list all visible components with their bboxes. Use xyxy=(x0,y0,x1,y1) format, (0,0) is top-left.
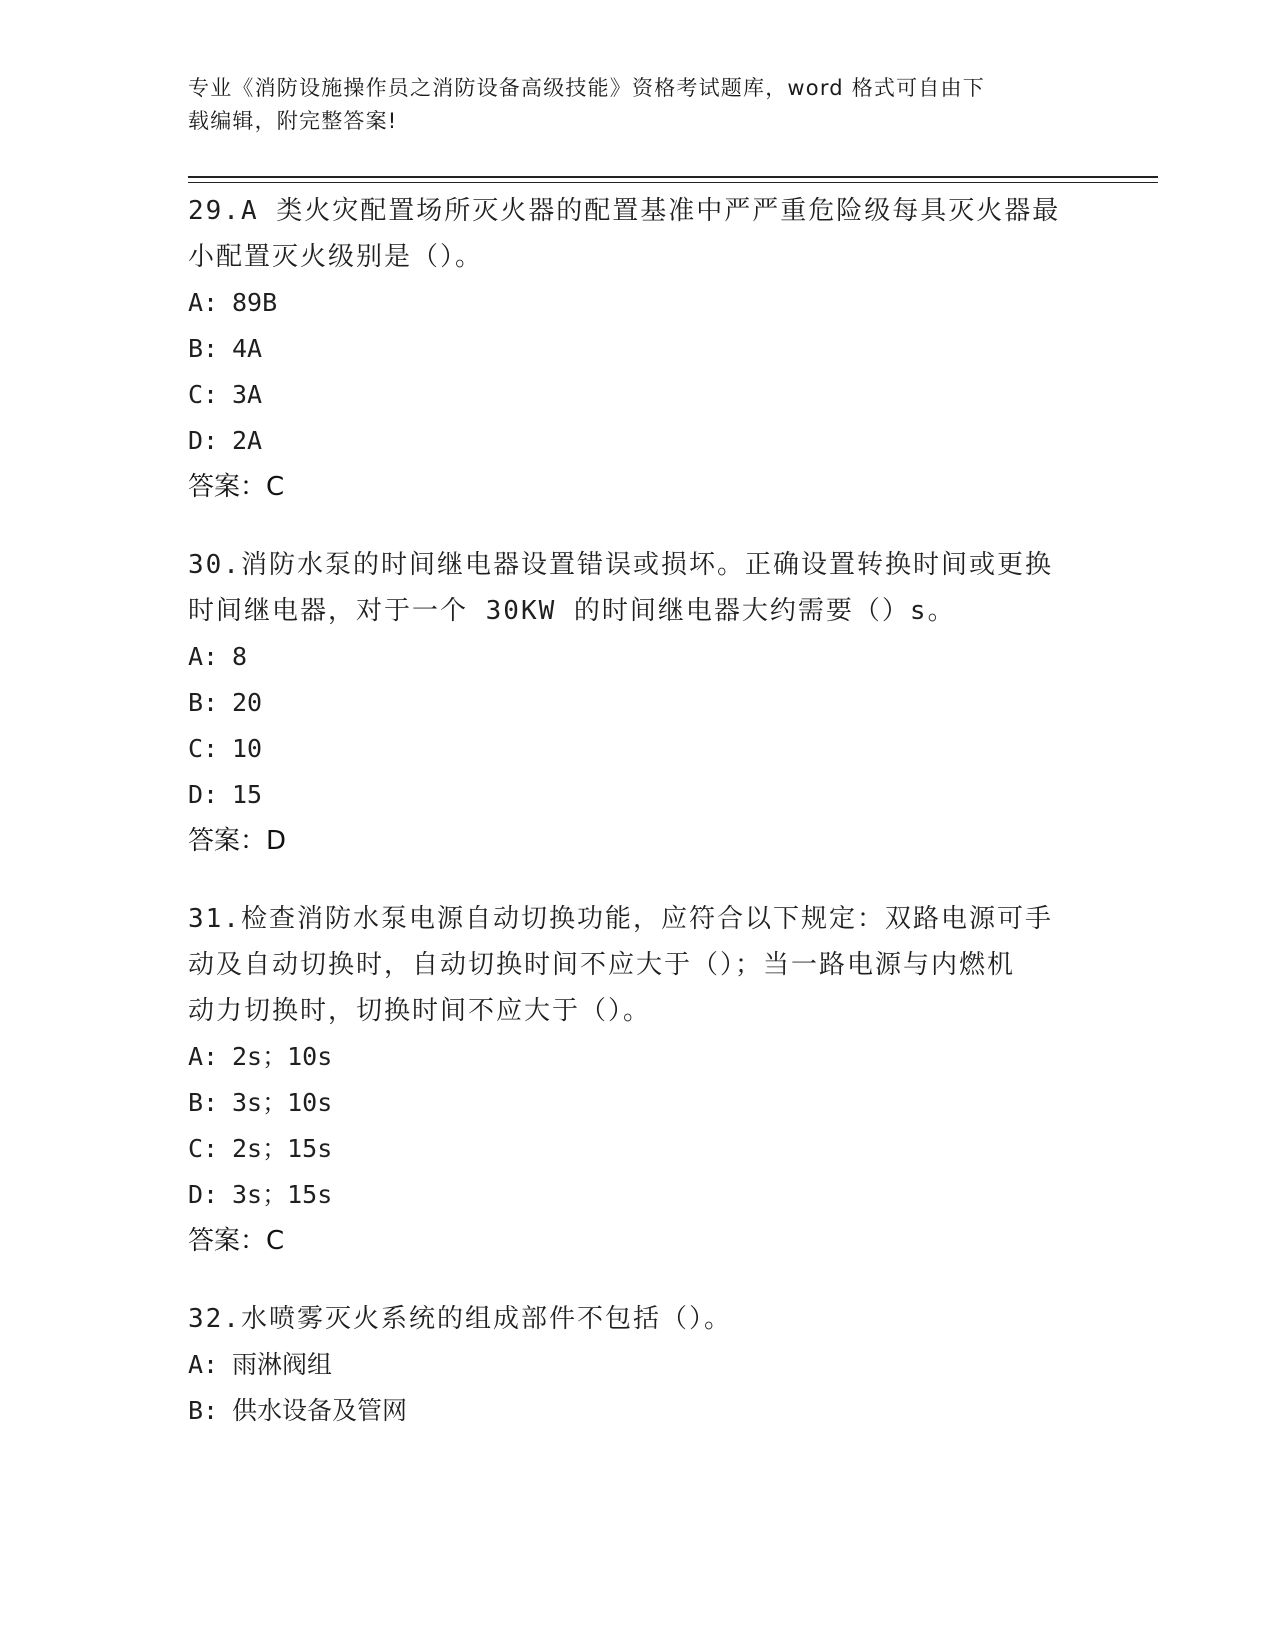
question-29 xyxy=(188,188,1088,510)
question-31 xyxy=(188,896,1088,1264)
question-stem: 32.水喷雾灭火系统的组成部件不包括（）。 xyxy=(188,1304,732,1334)
option-a: A: 雨淋阀组 xyxy=(188,1350,333,1379)
option-d: D: 2A xyxy=(188,426,263,455)
header-line-1: 专业《消防设施操作员之消防设备高级技能》资格考试题库，word 格式可自由下 xyxy=(188,76,985,100)
option-a: A: 8 xyxy=(188,642,248,671)
question-stem: 30.消防水泵的时间继电器设置错误或损坏。正确设置转换时间或更换 时间继电器，对于一个 30KW 的时间继电器大约需要（）s。 xyxy=(188,550,1053,626)
option-d: D: 15 xyxy=(188,780,263,809)
option-d: D: 3s；15s xyxy=(188,1180,333,1209)
option-b: B: 供水设备及管网 xyxy=(188,1396,408,1425)
answer-label: 答案：D xyxy=(188,826,287,856)
option-c: C: 3A xyxy=(188,380,263,409)
answer-label: 答案：C xyxy=(188,472,285,502)
option-a: A: 89B xyxy=(188,288,278,317)
option-c: C: 2s；15s xyxy=(188,1134,333,1163)
answer-label: 答案：C xyxy=(188,1226,285,1256)
question-stem: 29.A 类火灾配置场所灭火器的配置基准中严严重危险级每具灭火器最 小配置灭火级别是（）。 xyxy=(188,196,1061,272)
document-header xyxy=(188,72,1068,138)
question-stem: 31.检查消防水泵电源自动切换功能，应符合以下规定：双路电源可手 动及自动切换时，自动切换时间不应大于（）；当一路电源与内燃机 动力切换时，切换时间不应大于（）。 xyxy=(188,904,1053,1026)
option-c: C: 10 xyxy=(188,734,263,763)
option-b: B: 4A xyxy=(188,334,263,363)
option-b: B: 20 xyxy=(188,688,263,717)
header-line-2: 载编辑，附完整答案! xyxy=(188,109,398,133)
option-a: A: 2s；10s xyxy=(188,1042,333,1071)
header-divider-thick xyxy=(188,176,1158,178)
question-list xyxy=(188,188,1088,1466)
option-b: B: 3s；10s xyxy=(188,1088,333,1117)
question-30 xyxy=(188,542,1088,864)
question-32 xyxy=(188,1296,1088,1434)
header-divider-thin xyxy=(188,182,1158,183)
